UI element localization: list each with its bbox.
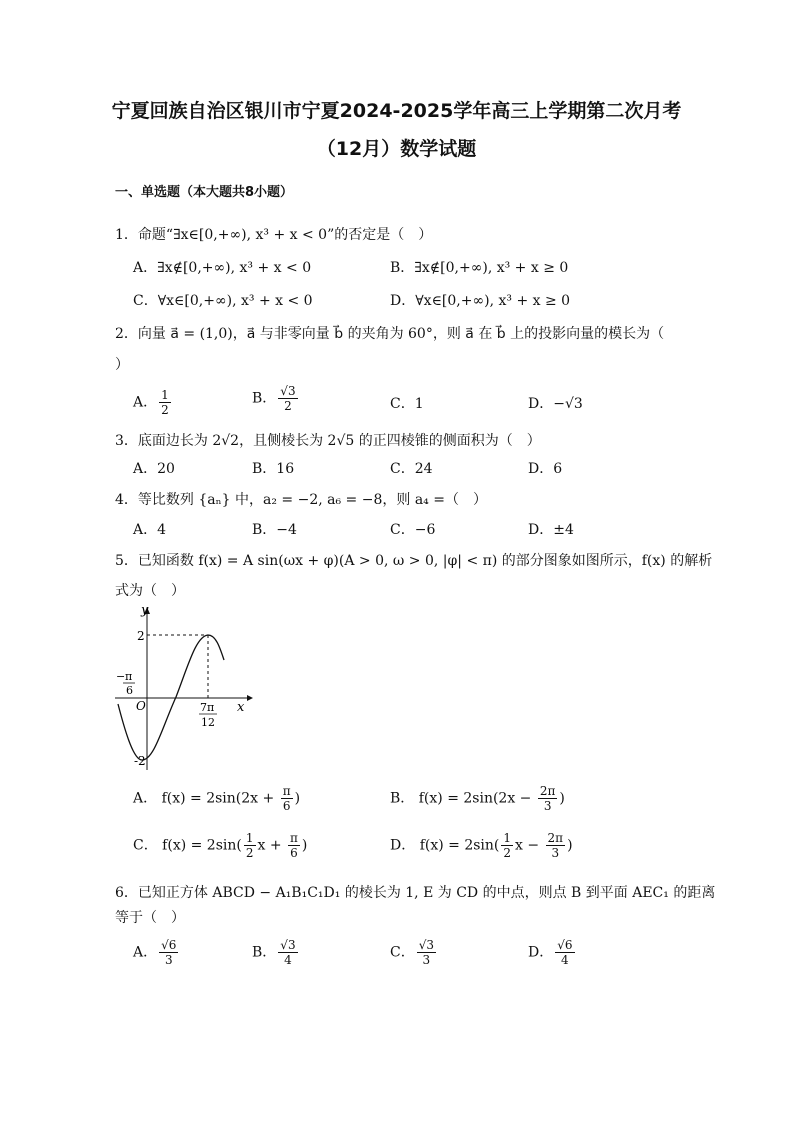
origin-label: O [136, 699, 146, 713]
fraction-denominator: 6 [282, 799, 291, 813]
fraction-denominator: 2 [503, 846, 512, 860]
fraction-numerator: √3 [280, 938, 296, 952]
q3-option-a: A．20 [133, 461, 175, 477]
q2-option-d: D．−√3 [528, 396, 583, 412]
fraction-numerator: √3 [418, 938, 434, 952]
q5-option-c-mid: x + [257, 837, 287, 854]
q5-option-b-fraction [538, 784, 558, 813]
q6-option-d-fraction [555, 938, 574, 967]
q5-option-c-post: ) [301, 837, 308, 854]
q5-option-c-label: C． [133, 837, 158, 854]
q2-stem-cont: ） [115, 357, 129, 373]
fraction-denominator: 2 [284, 399, 292, 413]
q1-stem: 1．命题“∃x∈[0,+∞), x³ + x < 0”的否定是（ ） [115, 227, 433, 243]
q5-option-a-fraction [281, 784, 293, 813]
q1-option-d: D．∀x∈[0,+∞), x³ + x ≥ 0 [390, 293, 571, 309]
fraction-denominator: 4 [284, 953, 292, 967]
y-max-label: 2 [137, 629, 145, 643]
fraction-denominator: 3 [164, 953, 173, 967]
q4-option-b: B．−4 [252, 522, 297, 538]
q2-option-b-label: B． [252, 390, 277, 407]
q1-option-a: A．∃x∉[0,+∞), x³ + x < 0 [133, 260, 312, 276]
fraction-numerator: 2π [539, 784, 556, 798]
q4-stem: 4．等比数列 {aₙ} 中，a₂ = −2, a₆ = −8，则 a₄ =（ ） [115, 492, 487, 508]
q3-stem: 3．底面边长为 2√2，且侧棱长为 2√5 的正四棱锥的侧面积为（ ） [115, 433, 541, 449]
q5-option-d-label: D． [390, 837, 416, 854]
q5-option-a-post: ) [294, 790, 301, 807]
q3-option-d: D．6 [528, 461, 563, 477]
q6-stem: 6．已知正方体 ABCD − A₁B₁C₁D₁ 的棱长为 1, E 为 CD 的中点，则点 B 到平面 AEC₁ 的距离 [115, 885, 716, 901]
q5-option-c-fraction [288, 831, 300, 860]
x-left-sign: − [116, 670, 126, 683]
q1-option-c: C．∀x∈[0,+∞), x³ + x < 0 [133, 293, 313, 309]
q2-option-b [252, 384, 300, 413]
q5-option-c-pre: f(x) = 2sin( [162, 837, 242, 854]
q5-function-graph [110, 600, 260, 775]
fraction-numerator: 1 [245, 831, 254, 845]
q6-option-d [528, 938, 577, 967]
fraction-numerator: √6 [557, 938, 573, 952]
fraction-denominator: 4 [561, 953, 569, 967]
x-left-numerator: π [125, 670, 133, 683]
fraction-numerator: 1 [161, 388, 169, 402]
q6-option-c-fraction [417, 938, 436, 967]
q5-option-d-post: ) [567, 837, 573, 854]
q5-stem: 5．已知函数 f(x) = A sin(ωx + φ)(A > 0, ω > 0, |φ| < π) 的部分图象如图所示，f(x) 的解析 [115, 553, 713, 569]
q5-option-d [390, 831, 573, 860]
q2-option-b-fraction [278, 384, 297, 413]
q5-option-b-post: ) [559, 790, 565, 807]
q6-option-b-label: B． [252, 944, 277, 961]
fraction-denominator: 2 [245, 846, 254, 860]
q5-option-b [390, 784, 565, 813]
q4-option-d: D．±4 [528, 522, 574, 538]
q6-option-c-label: C． [390, 944, 415, 961]
q5-stem-cont: 式为（ ） [115, 583, 185, 599]
x-axis-label: x [237, 700, 245, 715]
fraction-denominator: 3 [551, 846, 560, 860]
q3-option-c: C．24 [390, 461, 433, 477]
section-heading: 一、单选题（本大题共8小题） [115, 185, 294, 200]
q5-option-c [133, 831, 307, 860]
fraction-denominator: 3 [543, 799, 552, 813]
q6-option-d-label: D． [528, 944, 554, 961]
q5-option-d-fraction [546, 831, 566, 860]
q6-option-a [133, 938, 180, 967]
fraction-numerator: π [282, 784, 291, 798]
q5-option-d-mid: x − [515, 837, 544, 854]
exam-title-line2: （12月）数学试题 [316, 138, 477, 160]
fraction-denominator: 2 [161, 403, 169, 417]
q6-option-c [390, 938, 438, 967]
q4-option-c: C．−6 [390, 522, 436, 538]
q5-option-d-pre: f(x) = 2sin( [419, 837, 500, 854]
q2-option-c: C．1 [390, 396, 424, 412]
x-right-denominator: 12 [201, 716, 215, 729]
q4-option-a: A．4 [133, 522, 167, 538]
q5-option-a [133, 784, 300, 813]
y-min-label: -2 [134, 754, 146, 768]
fraction-numerator: √3 [280, 384, 296, 398]
q5-option-c-coef-fraction [244, 831, 256, 860]
q2-option-a-fraction [159, 388, 171, 417]
q5-option-d-coef-fraction [501, 831, 513, 860]
q5-option-a-label: A． [133, 790, 158, 807]
q6-option-b-fraction [278, 938, 297, 967]
q2-option-a [133, 388, 173, 417]
q2-stem: 2．向量 a⃗ = (1,0)，a⃗ 与非零向量 b⃗ 的夹角为 60°，则 a⃗ 在 b⃗ 上的投影向量的模长为（ [115, 326, 665, 342]
q6-stem-cont: 等于（ ） [115, 910, 185, 926]
exam-title-line1: 宁夏回族自治区银川市宁夏2024-2025学年高三上学期第二次月考 [111, 100, 682, 122]
fraction-numerator: 1 [503, 831, 512, 845]
x-axis-arrow-icon [247, 695, 253, 701]
q5-option-a-pre: f(x) = 2sin(2x + [161, 790, 279, 807]
fraction-numerator: √6 [161, 938, 177, 952]
q5-option-b-pre: f(x) = 2sin(2x − [418, 790, 536, 807]
fraction-denominator: 3 [422, 953, 431, 967]
q2-option-a-label: A． [133, 394, 158, 411]
y-axis-label: y [141, 603, 149, 618]
q6-option-b [252, 938, 300, 967]
x-left-denominator: 6 [126, 684, 133, 697]
fraction-numerator: 2π [547, 831, 564, 845]
q5-option-b-label: B． [390, 790, 415, 807]
q3-option-b: B．16 [252, 461, 295, 477]
q6-option-a-label: A． [133, 944, 158, 961]
fraction-denominator: 6 [290, 846, 298, 860]
q1-option-b: B．∃x∉[0,+∞), x³ + x ≥ 0 [390, 260, 569, 276]
fraction-numerator: π [290, 831, 298, 845]
q6-option-a-fraction [159, 938, 178, 967]
x-right-numerator: 7π [200, 701, 215, 714]
